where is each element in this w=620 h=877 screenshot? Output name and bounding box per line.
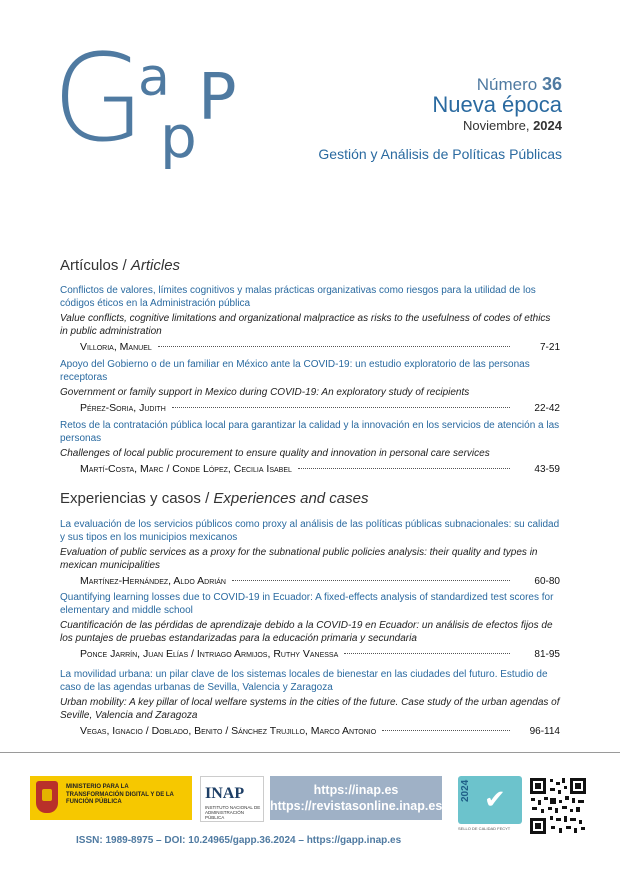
entry-author-row xyxy=(80,463,560,476)
ministry-logo xyxy=(30,776,192,820)
journal-title: Gestión y Análisis de Políticas Públicas xyxy=(318,146,562,162)
leader-dots xyxy=(298,468,510,469)
entry-authors: Ponce Jarrín, Juan Elías / Intriago Armijos, Ruthy Vanessa xyxy=(80,648,339,660)
logo-letter-p-upper: P xyxy=(198,61,237,135)
entry-authors: Martínez-Hernández, Aldo Adrián xyxy=(80,575,226,587)
epoch-label: Nueva época xyxy=(432,92,562,117)
inap-logo xyxy=(200,776,264,822)
entry-pages: 22-42 xyxy=(534,403,560,414)
entry-author-row xyxy=(80,402,560,415)
entry-author-row xyxy=(80,725,560,738)
entry-authors: Pérez-Soria, Judith xyxy=(80,402,166,414)
seal-caption: SELLO DE CALIDAD FECYT xyxy=(458,826,511,831)
issue-number-value: 36 xyxy=(541,74,562,94)
entry-title-es: Retos de la contratación pública local para garantizar la calidad y la innovación en los servicios de atención a las personas xyxy=(60,420,560,444)
entry-pages: 81-95 xyxy=(534,649,560,660)
entry-author-row xyxy=(80,575,560,588)
leader-dots xyxy=(232,580,510,581)
entry-title-es: Conflictos de valores, límites cognitivos y malas prácticas organizativas como riesgos para la utilidad de los códigos éticos en la Administración pública xyxy=(60,285,536,309)
footer-divider xyxy=(0,752,620,753)
inap-subtitle: INSTITUTO NACIONAL DE ADMINISTRACIÓN PÚBLICA xyxy=(205,805,261,820)
seal-year: 2024 xyxy=(460,779,471,802)
issue-month: Noviembre, xyxy=(462,118,530,133)
url-revistas[interactable]: https://revistasonline.inap.es xyxy=(270,799,443,813)
section-title-en: Experiences and cases xyxy=(213,490,369,507)
inap-title: INAP xyxy=(205,785,245,802)
leader-dots xyxy=(172,407,510,408)
issue-date xyxy=(463,118,562,133)
quality-seal xyxy=(458,776,522,834)
logo-letter-p: p xyxy=(160,103,197,171)
toc-entry[interactable] xyxy=(60,419,560,476)
entry-title-es: La evaluación de los servicios públicos como proxy al análisis de las políticas públicas subnacionales: su calidad y sus tipos en los municipios mexicanos xyxy=(60,519,560,543)
issn-doi-line: ISSN: 1989-8975 – DOI: 10.24965/gapp.36.2024 – https://gapp.inap.es xyxy=(76,835,402,846)
url-box[interactable] xyxy=(270,776,442,820)
issue-year: 2024 xyxy=(533,118,562,133)
entry-authors: Vegas, Ignacio / Doblado, Benito / Sánchez Trujillo, Marco Antonio xyxy=(80,725,377,737)
section-title-en: Articles xyxy=(130,257,181,274)
toc-entry[interactable] xyxy=(60,591,560,661)
entry-pages: 60-80 xyxy=(534,576,560,587)
entry-pages: 96-114 xyxy=(529,726,560,737)
toc-entry[interactable] xyxy=(60,358,560,415)
logo-letter-a: a xyxy=(138,48,170,108)
entry-authors: Villoria, Manuel xyxy=(80,341,152,353)
qr-code-icon[interactable] xyxy=(528,776,588,836)
section-title-es: Experiencias y casos / xyxy=(60,490,210,507)
logo-letter-g: G xyxy=(52,30,143,169)
entry-author-row xyxy=(80,648,560,661)
checkmark-icon: ✔ xyxy=(484,784,506,814)
entry-title-es: La movilidad urbana: un pilar clave de los sistemas locales de bienestar en las ciudades del futuro. Estudio de caso de las agendas urbanas de Sevilla, Valencia y Zaragoza xyxy=(60,669,548,693)
entry-title-en: Value conflicts, cognitive limitations and organizational malpractice as risks to the usefulness of codes of ethics in public administration xyxy=(60,313,551,337)
entry-pages: 43-59 xyxy=(534,464,560,475)
section-title-articles xyxy=(60,257,180,274)
url-inap[interactable]: https://inap.es xyxy=(313,783,399,797)
leader-dots xyxy=(382,730,510,731)
coat-of-arms-icon xyxy=(36,781,58,813)
section-title-experiences xyxy=(60,490,369,507)
leader-dots xyxy=(344,653,510,654)
ministry-name: MINISTERIO PARA LA TRANSFORMACIÓN DIGITAL Y DE LA FUNCIÓN PÚBLICA xyxy=(66,784,174,805)
entry-title-en: Challenges of local public procurement to ensure quality and innovation in personal care services xyxy=(60,448,490,459)
entry-author-row xyxy=(80,341,560,354)
entry-title-en: Government or family support in Mexico during COVID-19: An exploratory study of recipients xyxy=(60,387,470,398)
entry-title-en: Urban mobility: A key pillar of local welfare systems in the cities of the future. Case study of the urban agendas of Seville, Valencia and Zaragoza xyxy=(60,697,560,721)
entry-pages: 7-21 xyxy=(539,342,560,353)
entry-authors: Martí-Costa, Marc / Conde López, Cecilia Isabel xyxy=(80,463,292,475)
toc-entry[interactable] xyxy=(60,668,560,738)
entry-title-es: Quantifying learning losses due to COVID-19 in Ecuador: A fixed-effects analysis of standardized test scores for elementary and middle school xyxy=(60,592,554,616)
issue-number-label: Número xyxy=(476,75,538,94)
section-title-es: Artículos / xyxy=(60,257,127,274)
toc-entry[interactable] xyxy=(60,518,560,588)
entry-title-en: Evaluation of public services as a proxy for the subnational public policies analysis: their quality and types in mexican municipalities xyxy=(60,547,538,571)
entry-title-en: Cuantificación de las pérdidas de aprendizaje debido a la COVID-19 en Ecuador: un análisis de efectos fijos de los puntajes de pruebas estandarizadas para la educación primaria y secundaria xyxy=(60,620,553,644)
toc-entry[interactable] xyxy=(60,284,560,354)
entry-title-es: Apoyo del Gobierno o de un familiar en México ante la COVID-19: un estudio exploratorio de las personas receptoras xyxy=(60,359,530,383)
leader-dots xyxy=(158,346,510,347)
